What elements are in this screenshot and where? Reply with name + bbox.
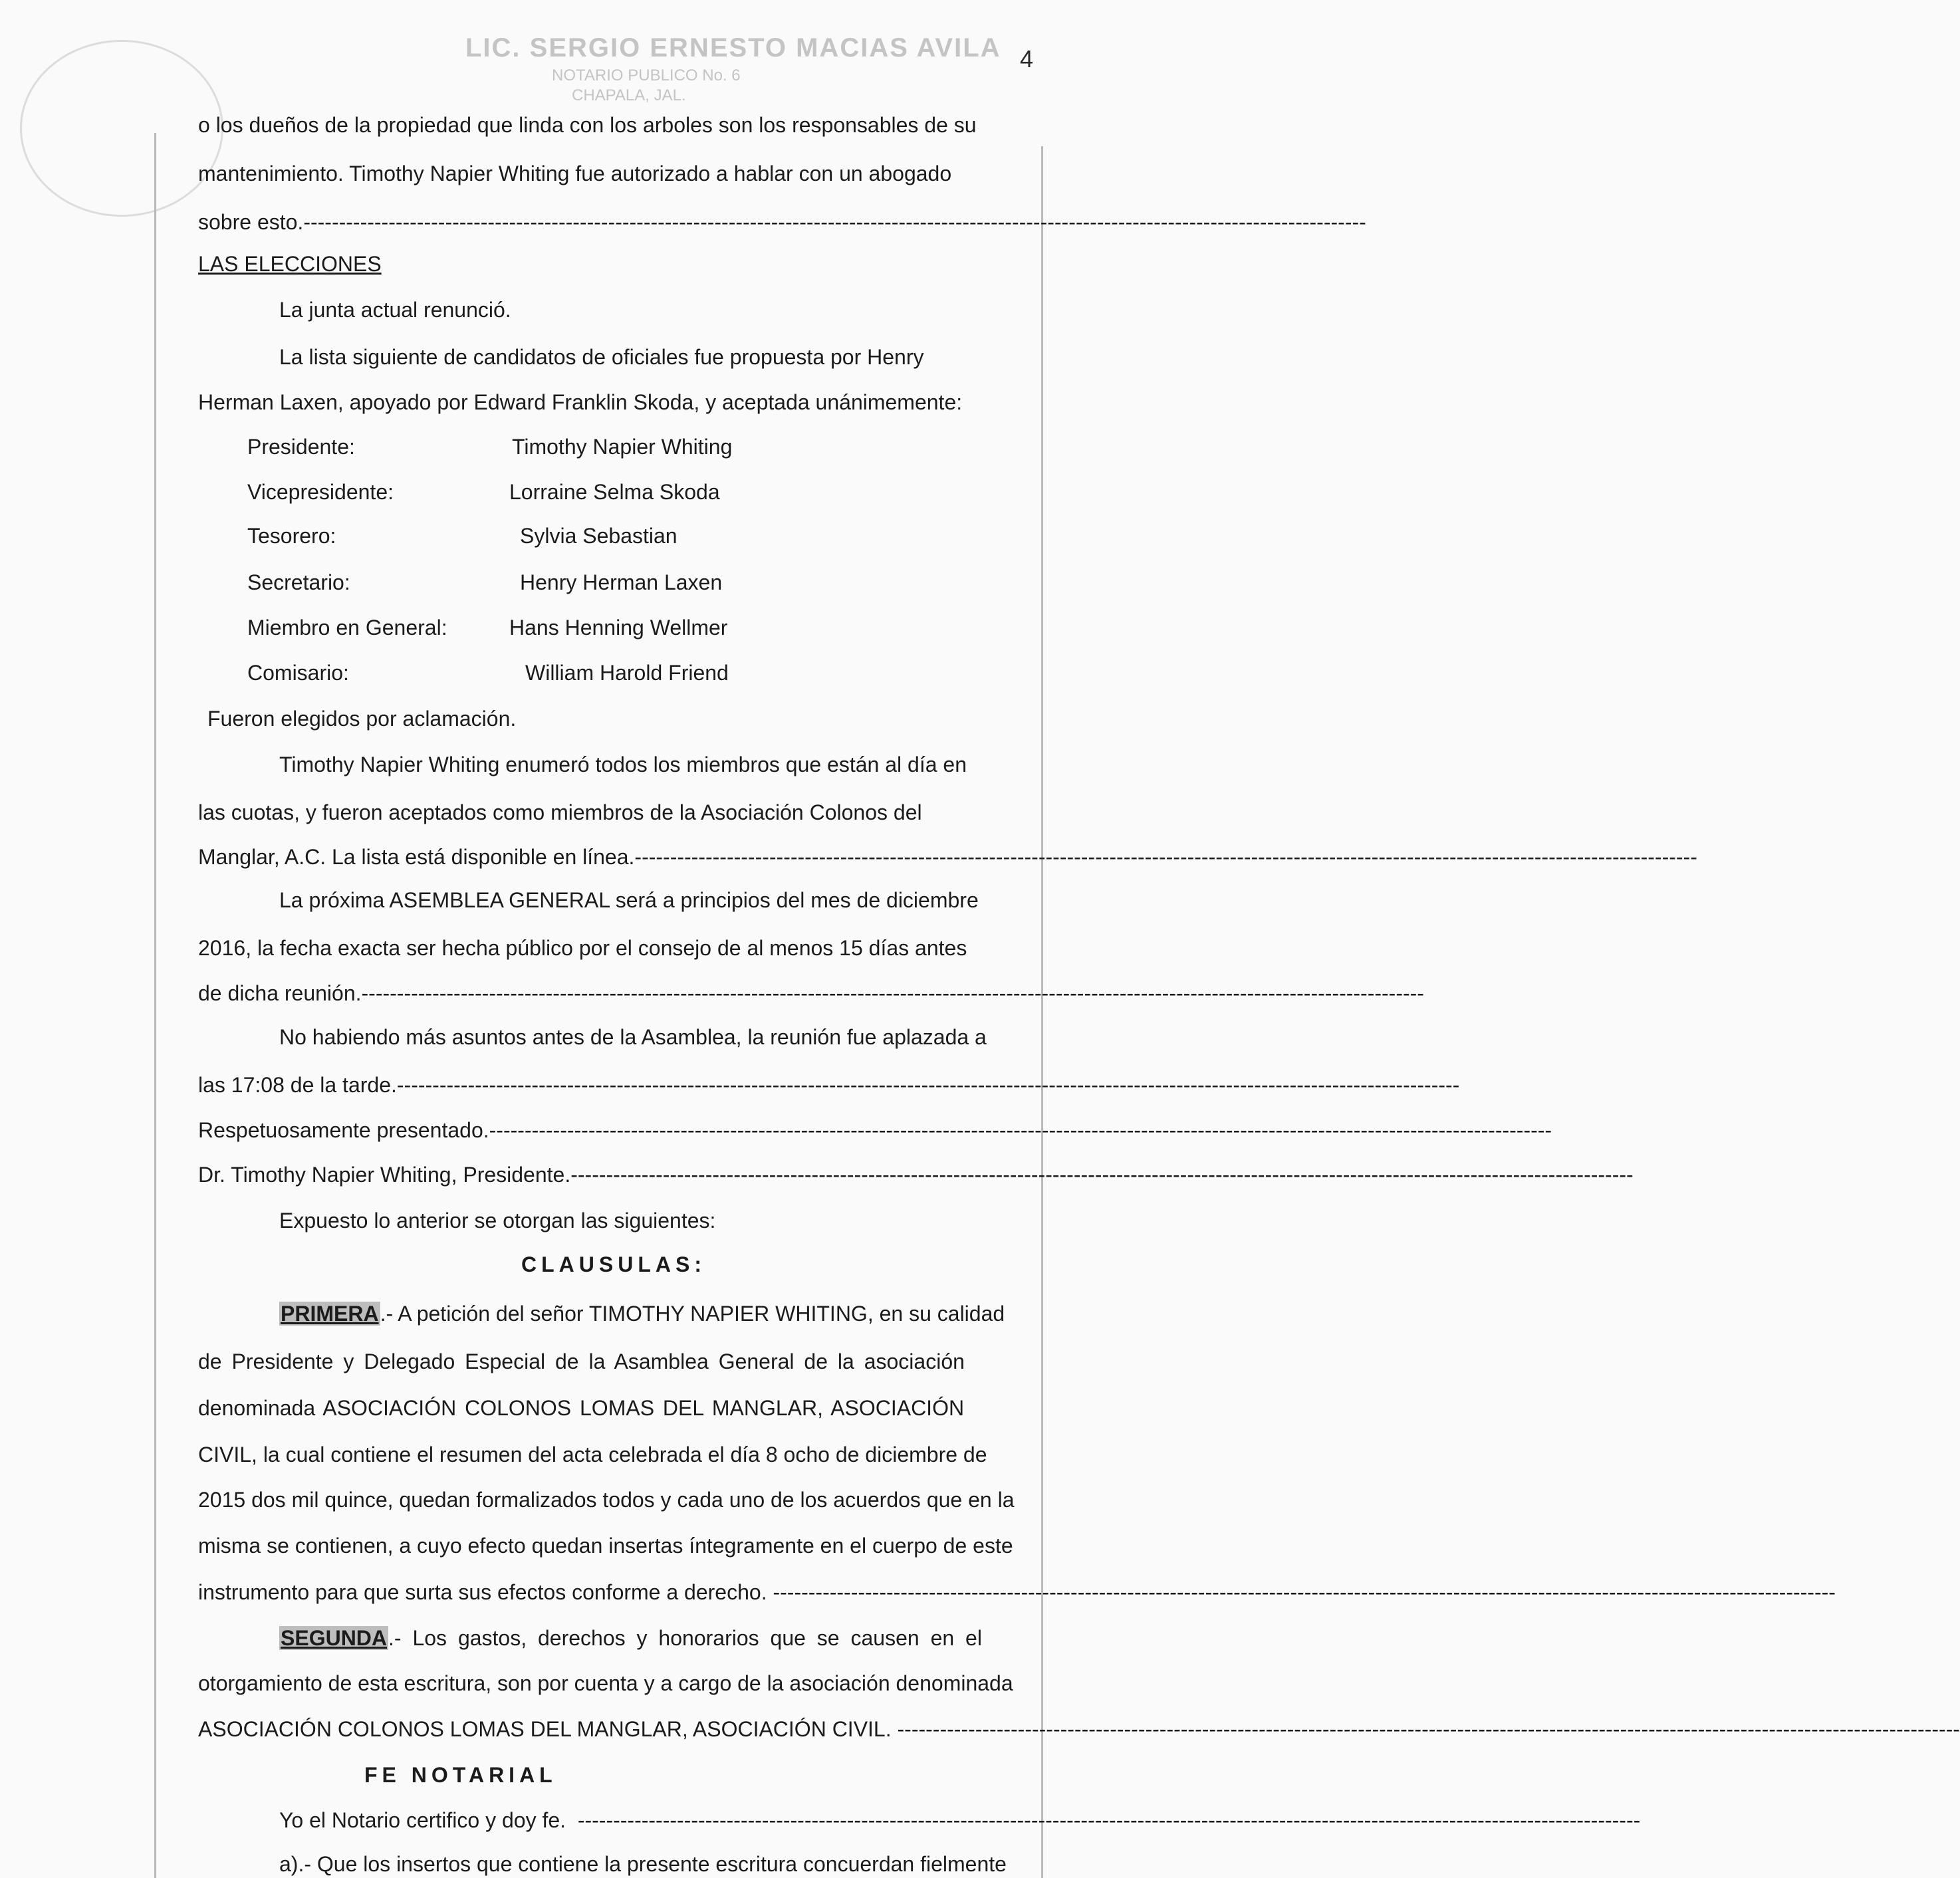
body-line: La junta actual renunció. (279, 298, 511, 322)
stamp-mark (20, 40, 223, 217)
body-line: Timothy Napier Whiting enumeró todos los miembros que están al día en (279, 753, 967, 776)
officer-name: Lorraine Selma Skoda (509, 480, 720, 504)
page-number: 4 (1020, 45, 1034, 72)
clause-primera-line (279, 1300, 1005, 1327)
body-line: misma se contienen, a cuyo efecto quedan insertas íntegramente en el cuerpo de este (198, 1534, 1013, 1558)
body-line-text: Manglar, A.C. La lista está disponible en línea. (198, 845, 635, 869)
officer-name: William Harold Friend (525, 661, 729, 685)
dash-fill: ------------------------------------------------------------------------------------------------------------------------------------------------------ (634, 845, 1697, 869)
section-heading-elecciones: LAS ELECCIONES (198, 252, 382, 276)
officer-name: Henry Herman Laxen (520, 570, 723, 594)
body-line: Herman Laxen, apoyado por Edward Franklin Skoda, y aceptada unánimemente: (198, 390, 963, 414)
fe-notarial-heading: FE NOTARIAL (364, 1763, 557, 1787)
body-line: o los dueños de la propiedad que linda con los arboles son los responsables de su (198, 113, 977, 137)
officer-role: Tesorero: (247, 524, 336, 548)
body-line-text: Yo el Notario certifico y doy fe. (279, 1808, 566, 1832)
body-line: las cuotas, y fueron aceptados como miembros de la Asociación Colonos del (198, 800, 922, 824)
body-line: otorgamiento de esta escritura, son por cuenta y a cargo de la asociación denominada (198, 1671, 1013, 1695)
clausulas-heading: CLAUSULAS: (521, 1252, 706, 1276)
body-line (279, 1807, 1641, 1833)
body-line: Fueron elegidos por aclamación. (207, 707, 517, 731)
body-line: denominada ASOCIACIÓN COLONOS LOMAS DEL MANGLAR, ASOCIACIÓN (198, 1396, 965, 1420)
dash-fill: ------------------------------------------------------------------------------------------------------------------------------------------------------ (773, 1580, 1836, 1604)
body-line-text: instrumento para que surta sus efectos conforme a derecho. (198, 1580, 767, 1604)
officer-name: Hans Henning Wellmer (509, 616, 728, 640)
clause-text: .- A petición del señor TIMOTHY NAPIER WHITING, en su calidad (380, 1302, 1005, 1326)
body-line (198, 1117, 1552, 1143)
dash-fill: ------------------------------------------------------------------------------------------------------------------------------------------------------ (570, 1163, 1634, 1187)
officer-role: Vicepresidente: (247, 480, 394, 504)
body-line: La lista siguiente de candidatos de oficiales fue propuesta por Henry (279, 345, 924, 369)
body-line-text: ASOCIACIÓN COLONOS LOMAS DEL MANGLAR, ASOCIACIÓN CIVIL. (198, 1717, 892, 1741)
header-notary-office: NOTARIO PUBLICO No. 6 (552, 66, 741, 84)
body-line-text: Respetuosamente presentado. (198, 1118, 489, 1142)
officer-role: Miembro en General: (247, 616, 447, 640)
officer-role: Secretario: (247, 570, 350, 594)
body-line: La próxima ASEMBLEA GENERAL será a principios del mes de diciembre (279, 888, 979, 912)
right-margin-line (1041, 146, 1043, 1878)
clause-segunda-label: SEGUNDA (281, 1626, 388, 1650)
dash-fill: ------------------------------------------------------------------------------------------------------------------------------------------------------ (361, 981, 1424, 1005)
clause-text: .- Los gastos, derechos y honorarios que se causen en el (388, 1626, 982, 1650)
officer-name: Sylvia Sebastian (520, 524, 677, 548)
dash-fill: ------------------------------------------------------------------------------------------------------------------------------------------------------ (577, 1808, 1641, 1832)
body-line: Expuesto lo anterior se otorgan las siguientes: (279, 1209, 716, 1232)
body-line: 2015 dos mil quince, quedan formalizados todos y cada uno de los acuerdos que en la (198, 1488, 1015, 1512)
clause-segunda-line (279, 1625, 982, 1651)
body-line-text: sobre esto. (198, 210, 304, 234)
body-line-text: de dicha reunión. (198, 981, 362, 1005)
dash-fill: ------------------------------------------------------------------------------------------------------------------------------------------------------ (897, 1717, 1960, 1741)
body-line: a).- Que los insertos que contiene la presente escritura concuerdan fielmente (279, 1852, 1007, 1876)
left-margin-line (154, 133, 156, 1878)
body-line (198, 980, 1424, 1006)
body-line-text: Dr. Timothy Napier Whiting, Presidente. (198, 1163, 571, 1187)
officer-role: Comisario: (247, 661, 349, 685)
body-line (198, 844, 1697, 870)
body-line: CIVIL, la cual contiene el resumen del acta celebrada el día 8 ocho de diciembre de (198, 1443, 987, 1467)
body-line: 2016, la fecha exacta ser hecha público por el consejo de al menos 15 días antes (198, 936, 967, 960)
body-line: de Presidente y Delegado Especial de la Asamblea General de la asociación (198, 1350, 965, 1373)
officer-role: Presidente: (247, 435, 355, 459)
header-city: CHAPALA, JAL. (572, 86, 686, 104)
body-line (198, 1579, 1836, 1605)
dash-fill: ------------------------------------------------------------------------------------------------------------------------------------------------------ (489, 1118, 1552, 1142)
body-line (198, 209, 1366, 235)
body-line-text: las 17:08 de la tarde. (198, 1073, 397, 1097)
body-line (198, 1161, 1634, 1188)
body-line: No habiendo más asuntos antes de la Asamblea, la reunión fue aplazada a (279, 1025, 987, 1049)
body-line: mantenimiento. Timothy Napier Whiting fue autorizado a hablar con un abogado (198, 162, 952, 185)
body-line (198, 1716, 1960, 1742)
header-notary-name: LIC. SERGIO ERNESTO MACIAS AVILA (465, 33, 1001, 62)
body-line (198, 1072, 1460, 1098)
dash-fill: ------------------------------------------------------------------------------------------------------------------------------------------------------ (303, 210, 1366, 234)
dash-fill: ------------------------------------------------------------------------------------------------------------------------------------------------------ (396, 1073, 1460, 1097)
clause-primera-label: PRIMERA (281, 1302, 379, 1326)
officer-name: Timothy Napier Whiting (512, 435, 733, 459)
